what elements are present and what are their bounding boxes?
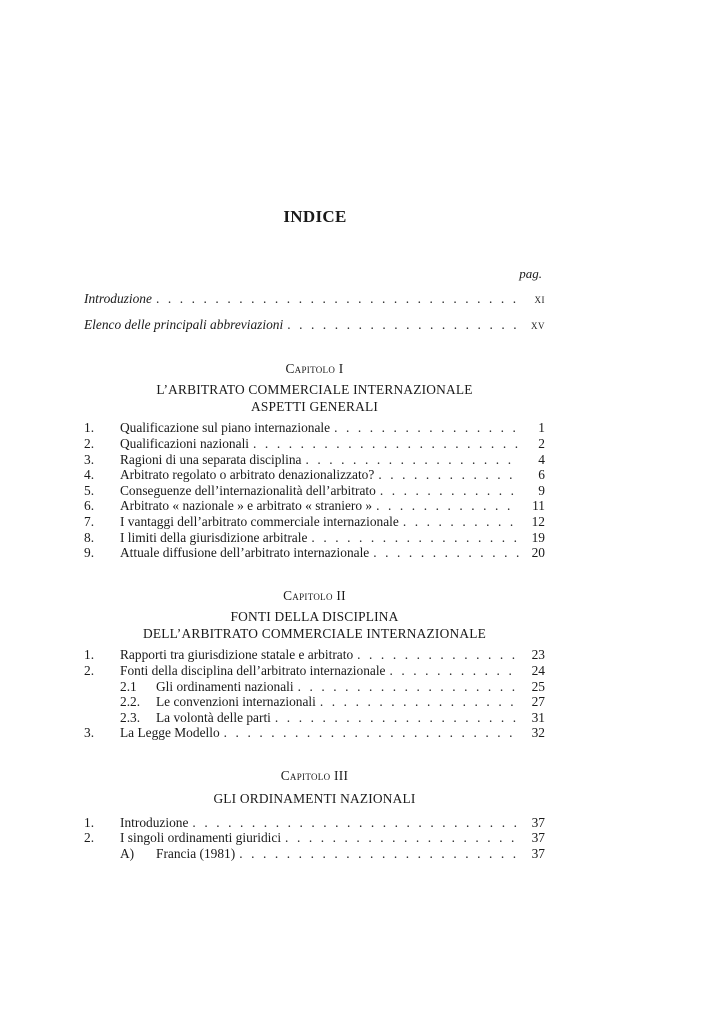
- toc-entry-label: La Legge Modello: [120, 725, 220, 740]
- leader-dots: [311, 530, 519, 546]
- chapter-title-line: FONTI DELLA DISCIPLINA: [230, 609, 399, 624]
- toc-entry-page: 23: [531, 647, 545, 662]
- toc-entry-number: 7.: [84, 514, 95, 529]
- toc-entry-introduzione[interactable]: [84, 291, 545, 309]
- toc-entry-page: XI: [534, 295, 545, 305]
- page-title: INDICE: [283, 207, 347, 226]
- toc-subentry-number: 2.2.: [120, 694, 141, 709]
- toc-entry-number: 9.: [84, 545, 95, 560]
- chapter-1-heading: [84, 361, 545, 415]
- leader-dots: [224, 725, 519, 741]
- toc-subentry[interactable]: [84, 846, 545, 864]
- toc-entry-number: 6.: [84, 498, 95, 513]
- toc-entry-label: I vantaggi dell’arbitrato commerciale internazionale: [120, 514, 399, 529]
- leader-dots: [357, 647, 519, 663]
- toc-entry-label: Introduzione: [120, 815, 189, 830]
- toc-entry-label: Arbitrato regolato o arbitrato denazionalizzato?: [120, 467, 375, 482]
- toc-entry-abbreviazioni[interactable]: [84, 317, 545, 335]
- toc-entry-number: 3.: [84, 452, 95, 467]
- toc-entry-label: Ragioni di una separata disciplina: [120, 452, 302, 467]
- toc-entry-label: Rapporti tra giurisdizione statale e arbitrato: [120, 647, 354, 662]
- leader-dots: [156, 291, 519, 307]
- toc-entry-label: Francia (1981): [156, 846, 236, 861]
- leader-dots: [239, 846, 519, 862]
- toc-entry-page: 20: [531, 545, 545, 560]
- toc-entry-page: 32: [531, 725, 545, 740]
- chapter-2-heading: [84, 588, 545, 642]
- leader-dots: [287, 317, 519, 333]
- toc-subentry-number: 2.3.: [120, 710, 141, 725]
- toc-entry-number: 5.: [84, 483, 95, 498]
- toc-entry-page: 27: [531, 694, 545, 709]
- toc-entry-label: Fonti della disciplina dell’arbitrato internazionale: [120, 663, 386, 678]
- toc-entry[interactable]: [84, 545, 545, 563]
- toc-entry-number: 3.: [84, 725, 95, 740]
- chapter-label: Capitolo III: [280, 768, 349, 783]
- leader-dots: [373, 545, 519, 561]
- leader-dots: [378, 467, 519, 483]
- toc-entry-number: 1.: [84, 420, 95, 435]
- toc-entry-number: 8.: [84, 530, 95, 545]
- toc-entry-page: XV: [531, 321, 545, 331]
- leader-dots: [403, 514, 519, 530]
- toc-entry-label: La volontà delle parti: [156, 710, 271, 725]
- leader-dots: [320, 694, 519, 710]
- toc-entry-label: I limiti della giurisdizione arbitrale: [120, 530, 308, 545]
- toc-entry-page: 37: [531, 815, 545, 830]
- toc-entry-page: 6: [538, 467, 545, 482]
- toc-entry-label: Qualificazione sul piano internazionale: [120, 420, 331, 435]
- chapter-label: Capitolo II: [283, 588, 346, 603]
- toc-entry-label: Introduzione: [84, 291, 152, 306]
- toc-entry-page: 4: [538, 452, 545, 467]
- chapter-label: Capitolo I: [285, 361, 344, 376]
- toc-entry-number: 4.: [84, 467, 95, 482]
- toc-entry-number: 2.: [84, 830, 95, 845]
- leader-dots: [390, 663, 520, 679]
- toc-entry-label: I singoli ordinamenti giuridici: [120, 830, 282, 845]
- toc-entry-page: 12: [531, 514, 545, 529]
- toc-entry-page: 2: [538, 436, 545, 451]
- toc-entry-label: Arbitrato « nazionale » e arbitrato « straniero »: [120, 498, 373, 513]
- toc-entry-label: Le convenzioni internazionali: [156, 694, 316, 709]
- toc-entry-label: Gli ordinamenti nazionali: [156, 679, 294, 694]
- toc-entry-label: Conseguenze dell’internazionalità dell’arbitrato: [120, 483, 376, 498]
- leader-dots: [380, 483, 519, 499]
- toc-entry-page: 31: [531, 710, 545, 725]
- leader-dots: [334, 420, 519, 436]
- toc-entry-page: 1: [538, 420, 545, 435]
- toc-entry-page: 24: [531, 663, 545, 678]
- toc-entry-label: Qualificazioni nazionali: [120, 436, 250, 451]
- toc-subentry-number: 2.1: [120, 679, 137, 694]
- toc-entry-number: 1.: [84, 647, 95, 662]
- toc-entry-page: 11: [532, 498, 545, 513]
- chapter-3-heading: [84, 768, 545, 807]
- toc-entry-page: 37: [531, 846, 545, 861]
- leader-dots: [298, 679, 519, 695]
- toc-entry[interactable]: [84, 725, 545, 743]
- toc-entry-page: 25: [531, 679, 545, 694]
- leader-dots: [376, 498, 519, 514]
- toc-entry-number: 2.: [84, 436, 95, 451]
- leader-dots: [192, 815, 519, 831]
- toc-entry-page: 37: [531, 830, 545, 845]
- leader-dots: [275, 710, 519, 726]
- page-column-label: pag.: [519, 266, 542, 281]
- toc-entry-page: 9: [538, 483, 545, 498]
- leader-dots: [305, 452, 519, 468]
- leader-dots: [253, 436, 519, 452]
- toc-entry-label: Attuale diffusione dell’arbitrato internazionale: [120, 545, 370, 560]
- toc-subentry-number: A): [120, 846, 135, 861]
- chapter-title-line: L’ARBITRATO COMMERCIALE INTERNAZIONALE: [156, 382, 473, 397]
- chapter-title-line: ASPETTI GENERALI: [250, 399, 379, 414]
- toc-entry-label: Elenco delle principali abbreviazioni: [84, 317, 284, 332]
- chapter-title-line: DELL’ARBITRATO COMMERCIALE INTERNAZIONALE: [143, 626, 486, 641]
- chapter-title-line: GLI ORDINAMENTI NAZIONALI: [213, 791, 416, 806]
- toc-entry-number: 2.: [84, 663, 95, 678]
- toc-entry-page: 19: [531, 530, 545, 545]
- leader-dots: [285, 830, 519, 846]
- toc-entry-number: 1.: [84, 815, 95, 830]
